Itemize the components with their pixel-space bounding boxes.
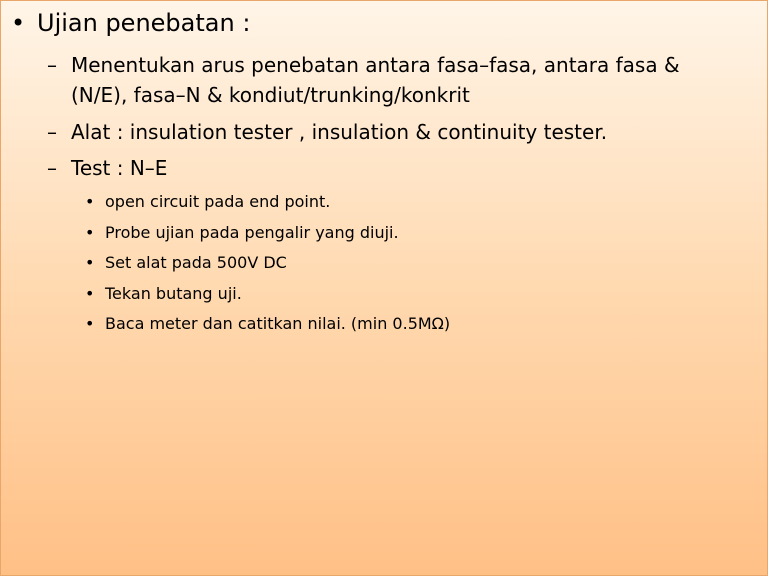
subitem-2: Probe ujian pada pengalir yang diuji. [105, 223, 399, 242]
subitem-3: Set alat pada 500V DC [105, 253, 287, 272]
title-bullet-icon: • [11, 9, 26, 37]
item-2-text: Alat : insulation tester , insulation & continuity tester. [71, 120, 608, 144]
sub-bullet-icon: • [85, 253, 95, 272]
sub-bullet-icon: • [85, 223, 95, 242]
dash-bullet-icon: – [47, 120, 57, 144]
dash-bullet-icon: – [47, 156, 57, 180]
sub-bullet-icon: • [85, 314, 95, 333]
sub-bullet-icon: • [85, 284, 95, 303]
sub-bullet-icon: • [85, 192, 95, 211]
subitem-1: open circuit pada end point. [105, 192, 331, 211]
subitem-5: Baca meter dan catitkan nilai. (min 0.5MΩ) [105, 314, 451, 333]
subitem-4: Tekan butang uji. [105, 284, 242, 303]
item-3-text: Test : N–E [71, 156, 168, 180]
slide-title: Ujian penebatan : [37, 9, 251, 37]
dash-bullet-icon: – [47, 53, 57, 77]
item-1-line-1: Menentukan arus penebatan antara fasa–fasa, antara fasa & [71, 53, 680, 77]
item-1-line-2: (N/E), fasa–N & kondiut/trunking/konkrit [71, 83, 470, 107]
